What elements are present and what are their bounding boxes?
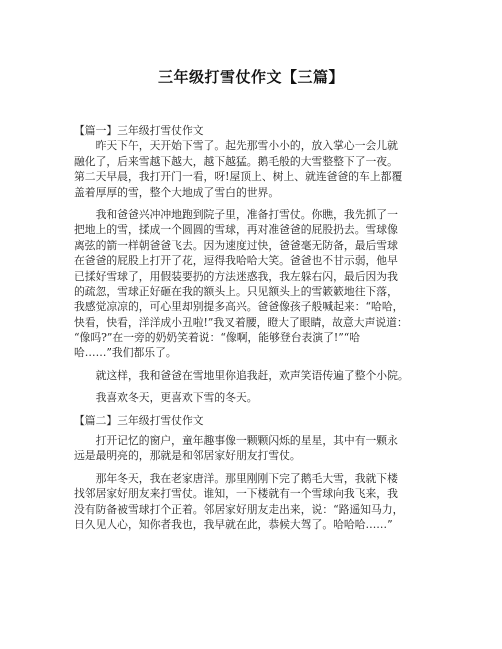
paragraph-line: 我感觉凉凉的，可心里却别提多高兴。爸爸像孩子般喊起来：“哈哈， — [74, 300, 404, 314]
document-body — [74, 123, 434, 532]
paragraph-line: 我喜欢冬天，更喜欢下雪的冬天。 — [74, 391, 258, 405]
paragraph-line: 那年冬天，我在老家唐洋。那里刚刚下完了鹅毛大雪，我就下楼 — [74, 471, 398, 485]
document-title: 三年级打雪仗作文【三篇】 — [157, 68, 344, 86]
paragraph-line: 我和爸爸兴冲冲地跑到院子里，准备打雪仗。你瞧，我先抓了一 — [74, 207, 398, 221]
paragraph-line: 第二天早晨，我打开门一看，呀!屋顶上、树上、就连爸爸的车上都覆 — [74, 170, 403, 184]
paragraph-line: 打开记忆的窗户，童年趣事像一颗颗闪烁的星星，其中有一颗永 — [74, 434, 398, 448]
paragraph-line: 昨天下午，天开始下雪了。起先那雪小小的，放入掌心一会儿就 — [74, 139, 398, 153]
paragraph-line: 哈……”我们都乐了。 — [74, 346, 177, 360]
paragraph-line: 快看，快看，洋洋成小丑啦!”我叉着腰，瞪大了眼睛，故意大声说道： — [74, 315, 408, 329]
paragraph-line: 没有防备被雪球打个正着。邻居家好朋友走出来，说：“路遥知马力， — [74, 502, 404, 516]
paragraph — [74, 471, 434, 533]
paragraph — [74, 368, 434, 383]
paragraph — [74, 138, 434, 200]
paragraph-line: 把地上的雪，揉成一个圆圆的雪球，再对准爸爸的屁股扔去。雪球像 — [74, 223, 398, 237]
paragraph — [74, 207, 434, 361]
paragraph-line: 盖着厚厚的雪，整个大地成了雪白的世界。 — [74, 185, 280, 199]
paragraph-line: 融化了，后来雪越下越大，越下越猛。鹅毛般的大雪整整下了一夜。 — [74, 154, 398, 168]
paragraph-line: 远是最明亮的，那就是和邻居家好朋友打雪仗。 — [74, 449, 301, 463]
paragraph-line: 在爸爸的屁股上打开了花，逗得我哈哈大笑。爸爸也不甘示弱，他早 — [74, 254, 398, 268]
paragraph-line: 就这样，我和爸爸在雪地里你追我赶，欢声笑语传遍了整个小院。 — [74, 368, 409, 382]
paragraph — [74, 433, 434, 464]
section-heading: 【篇二】三年级打雪仗作文 — [74, 413, 204, 427]
paragraph-line: 找邻居家好朋友来打雪仗。谁知，一下楼就有一个雪球向我飞来，我 — [74, 487, 398, 501]
paragraph-line: “像吗?”在一旁的奶奶笑着说：“像啊，能够登台表演了!”“哈 — [74, 331, 361, 345]
paragraph-line: 日久见人心，知你者我也，我早就在此，恭候大驾了。哈哈哈……” — [74, 517, 393, 531]
paragraph-line: 的疏忽，雪球正好砸在我的额头上。只见额头上的雪簌簌地往下落， — [74, 284, 398, 298]
paragraph-line: 已揉好雪球了，用假装要扔的方法迷惑我，我左躲右闪，最后因为我 — [74, 269, 398, 283]
section-heading: 【篇一】三年级打雪仗作文 — [74, 124, 204, 137]
paragraph — [74, 390, 434, 405]
paragraph-line: 离弦的箭一样朝爸爸飞去。因为速度过快，爸爸毫无防备，最后雪球 — [74, 238, 398, 252]
